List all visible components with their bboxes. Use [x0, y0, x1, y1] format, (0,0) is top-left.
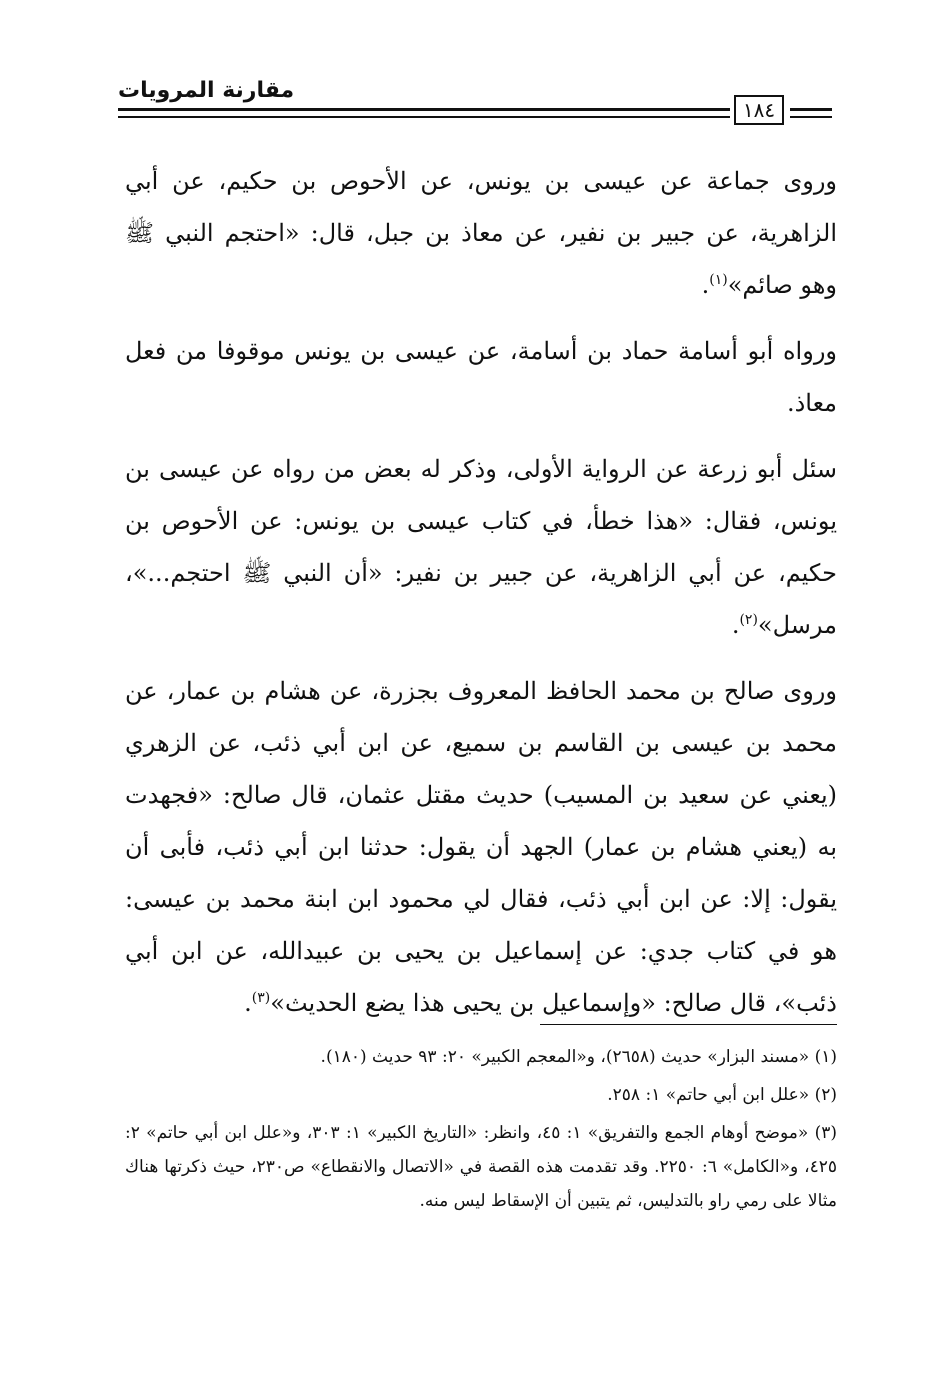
- paragraph-tail: .: [244, 989, 252, 1017]
- footnotes: [125, 1040, 837, 1222]
- paragraph-tail: .: [731, 611, 740, 639]
- footnote-3: (٣) «موضح أوهام الجمع والتفريق» ١: ٤٥، وانظر: «التاريخ الكبير» ١: ٣٠٣، و«علل ابن أبي حاتم» ٢: ٤٢٥، و«الكامل» ٦: ٢٢٥٠. وقد تقدمت هذه القصة في «الاتصال والانقطاع» ص٢٣٠، حيث ذكرتها هناك مثالا على رمي راو بالتدليس، ثم يتبين أن الإسقاط ليس منه.: [125, 1123, 838, 1211]
- header-title: مقارنة المرويات: [118, 78, 295, 103]
- header-rule-right-top: [790, 108, 832, 111]
- body-text: [125, 155, 837, 1043]
- footnote-ref-3[interactable]: (٣): [251, 990, 271, 1006]
- footnote-2: (٢) «علل ابن أبي حاتم» ١: ٢٥٨.: [607, 1085, 837, 1105]
- footnote-ref-1[interactable]: (١): [709, 272, 728, 288]
- footnote-1: (١) «مسند البزار» حديث (٢٦٥٨)، و«المعجم الكبير» ٢٠: ٩٣ حديث (١٨٠).: [320, 1047, 837, 1067]
- paragraph-tail: .: [701, 271, 710, 299]
- paragraph-1: [125, 155, 837, 311]
- paragraph-text: ورواه أبو أسامة حماد بن أسامة، عن عيسى بن يونس موقوفا من فعل معاذ.: [125, 337, 837, 417]
- paragraph-text: وروى جماعة عن عيسى بن يونس، عن الأحوص بن حكيم، عن أبي الزاهرية، عن جبير بن نفير، عن معاذ بن جبل، قال: «احتجم النبي ﷺ وهو صائم»: [125, 167, 837, 299]
- footnote-ref-2[interactable]: (٢): [739, 612, 758, 628]
- page-number: ١٨٤: [734, 95, 784, 125]
- paragraph-3: [125, 443, 837, 651]
- header-rule-bottom: [118, 116, 730, 118]
- paragraph-4: [125, 665, 837, 1029]
- header-rule-right-bottom: [790, 116, 832, 118]
- paragraph-text: وروى صالح بن محمد الحافظ المعروف بجزرة، عن هشام بن عمار، عن محمد بن عيسى بن القاسم بن سميع، عن ابن أبي ذئب، عن الزهري (يعني عن سعيد بن المسيب) حديث مقتل عثمان، قال صالح: «فجهدت به (يعني هشام بن عمار) الجهد أن يقول: حدثنا ابن أبي ذئب، فأبى أن يقول: إلا: عن ابن أبي ذئب، فقال لي محمود ابن ابنة محمد بن عيسى: هو في كتاب جدي: عن إسماعيل بن يحيى بن عبيدالله، عن ابن أبي ذئب»، قال صالح: «وإسماعيل بن يحيى هذا يضع الحديث»: [125, 677, 837, 1017]
- footnote-separator: [540, 1024, 837, 1025]
- header-rule-top: [118, 108, 730, 111]
- paragraph-2: [125, 325, 837, 429]
- paragraph-text: سئل أبو زرعة عن الرواية الأولى، وذكر له بعض من رواه عن عيسى بن يونس، فقال: «هذا خطأ، في كتاب عيسى بن يونس: عن الأحوص بن حكيم، عن أبي الزاهرية، عن جبير بن نفير: «أن النبي ﷺ احتجم...»، مرسل»: [125, 455, 838, 639]
